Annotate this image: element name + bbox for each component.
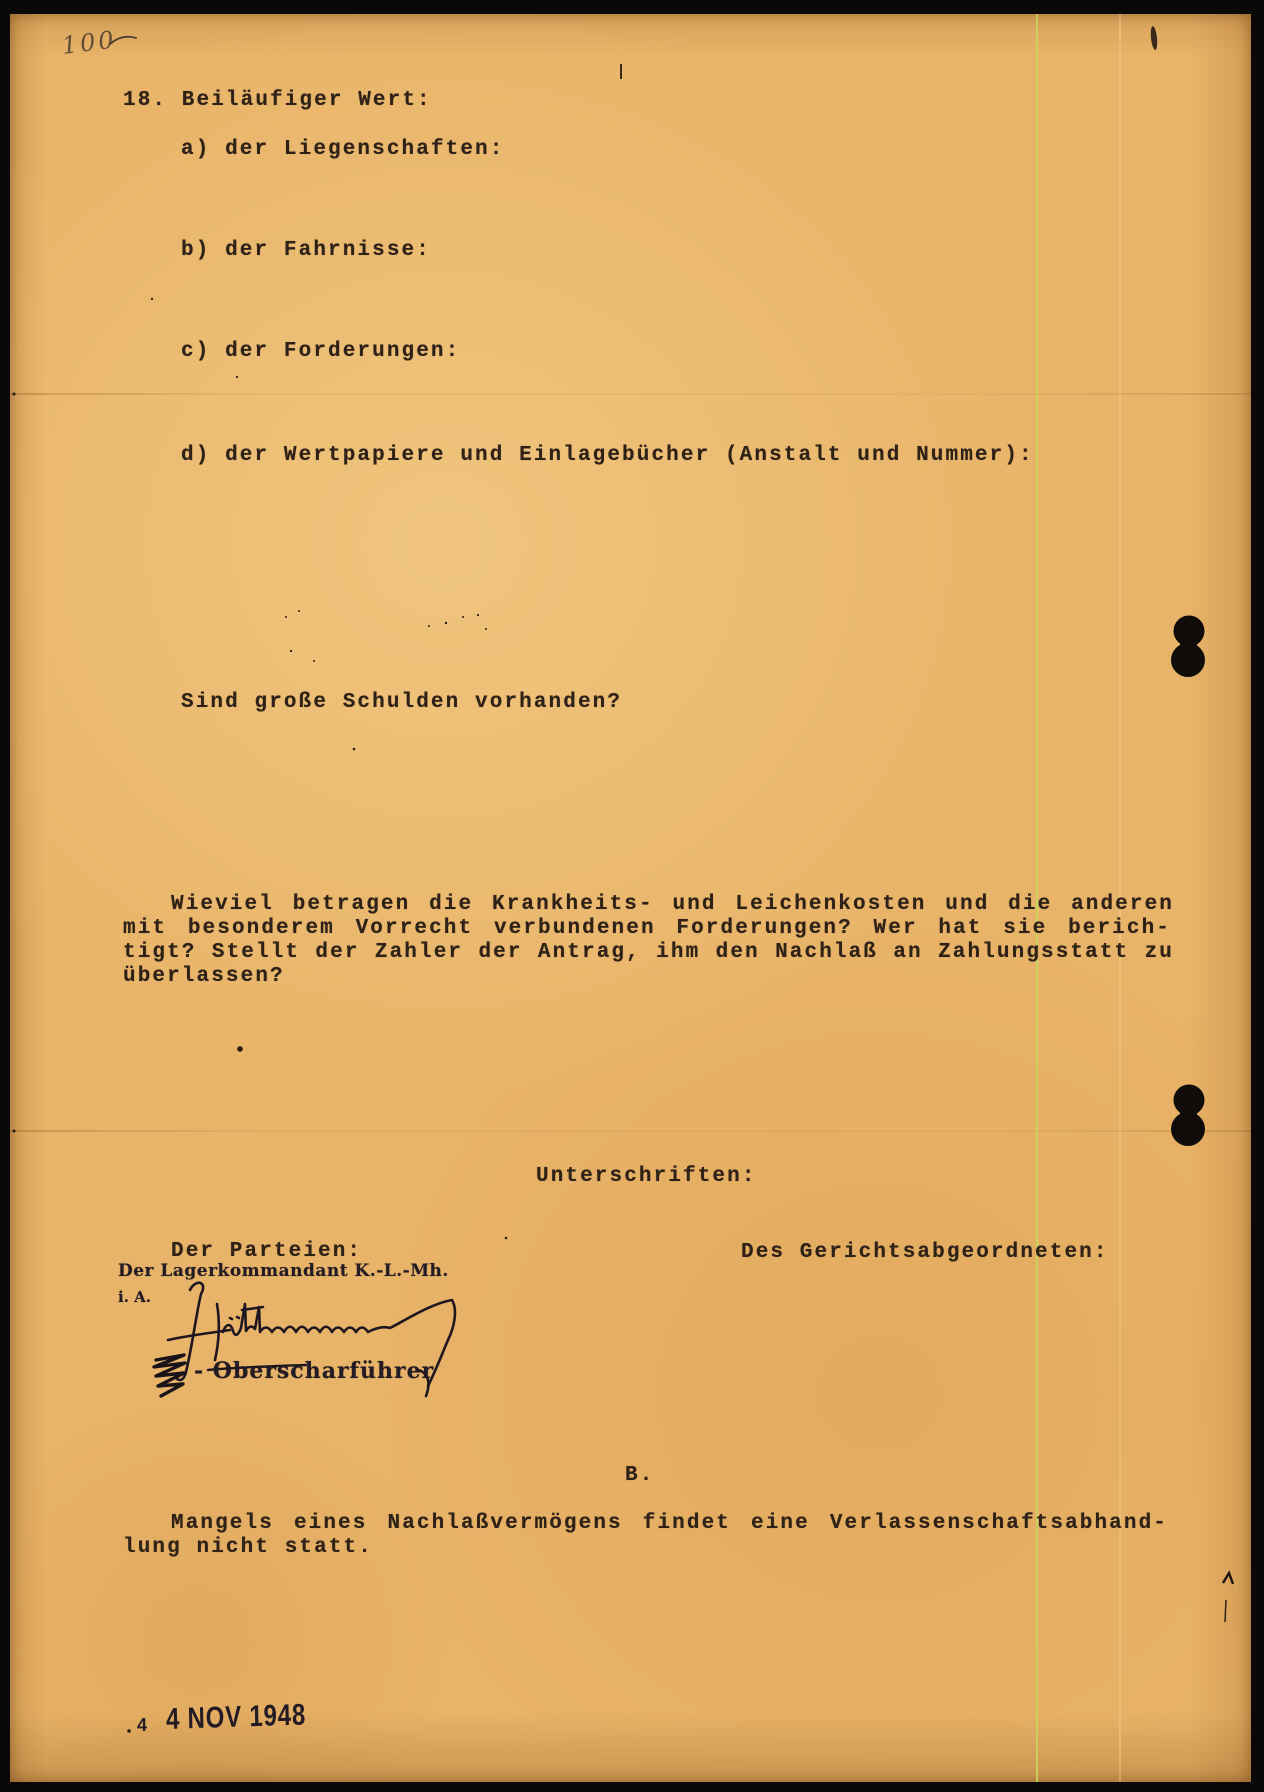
court-delegate-label: Des Gerichtsabgeordneten: <box>741 1241 1109 1264</box>
parties-label: Der Parteien: <box>171 1240 363 1263</box>
date-stamp-prefix: 4 <box>137 1715 148 1735</box>
handwritten-flourish <box>0 0 160 80</box>
handwritten-signature <box>100 1260 520 1420</box>
handwritten-folio-number: 100 <box>60 25 119 60</box>
section-b-line-2: lung nicht statt. <box>123 1536 373 1559</box>
costs-question-line-2: mit besonderem Vorrecht verbundenen Forderungen? Wer hat sie berich- <box>123 917 1171 940</box>
rank-stamp: - Oberscharführer <box>194 1358 435 1384</box>
item-c-claims: c) der Forderungen: <box>181 340 461 363</box>
section-b-heading: B. <box>625 1464 655 1487</box>
stamp-deletion-scribble <box>154 1355 185 1396</box>
commandant-stamp: Der Lagerkommandant K.-L.-Mh. <box>118 1261 449 1281</box>
costs-question-line-1: Wieviel betragen die Krankheits- und Leichenkosten und die anderen <box>171 893 1174 916</box>
section-b-line-1: Mangels eines Nachlaßvermögens findet eine Verlassenschaftsabhand- <box>171 1512 1168 1535</box>
debts-question: Sind große Schulden vorhanden? <box>181 691 623 714</box>
item-d-securities: d) der Wertpapiere und Einlagebücher (Anstalt und Nummer): <box>181 444 1034 467</box>
date-stamp: 4 NOV 1948 <box>165 1698 307 1736</box>
costs-question-line-4: überlassen? <box>123 965 285 988</box>
by-order-stamp: i. A. <box>118 1288 152 1306</box>
item-b-movables: b) der Fahrnisse: <box>181 239 431 262</box>
signatures-title: Unterschriften: <box>536 1165 757 1188</box>
item-a-real-estate: a) der Liegenschaften: <box>181 138 505 161</box>
section-18-heading: 18. Beiläufiger Wert: <box>123 89 432 112</box>
costs-question-line-3: tigt? Stellt der Zahler der Antrag, ihm den Nachlaß an Zahlungsstatt zu <box>123 941 1174 964</box>
